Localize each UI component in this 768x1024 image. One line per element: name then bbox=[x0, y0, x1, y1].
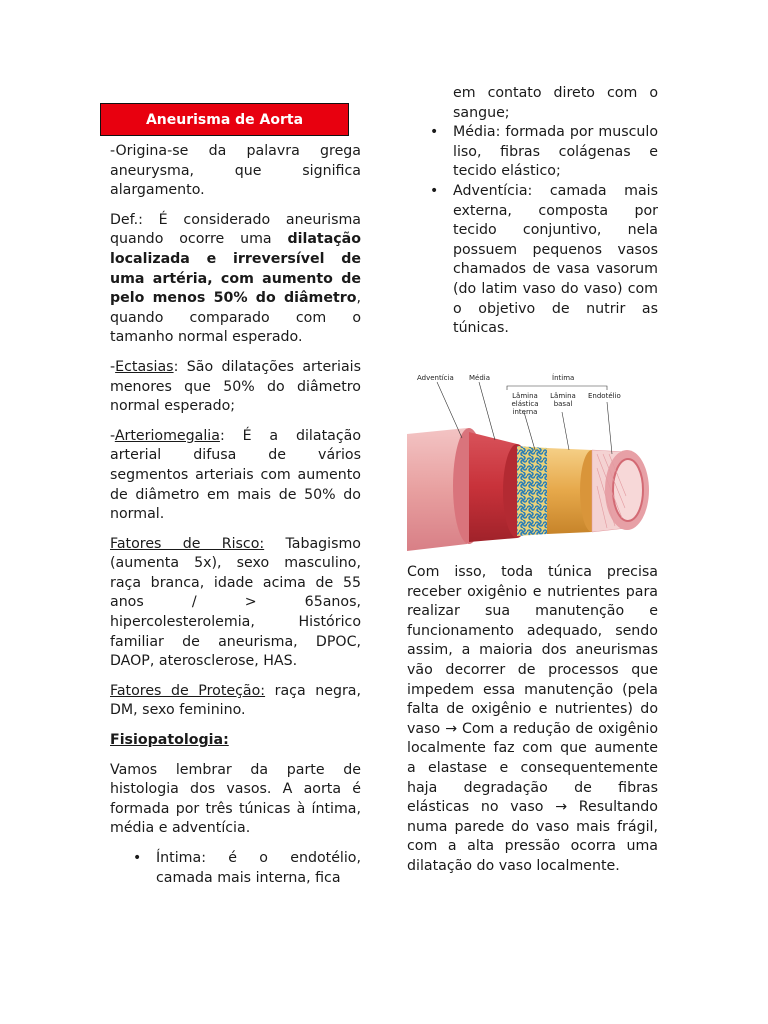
ectasias-text: : São dilatações arteriais menores que 50% do diâmetro normal esperado; bbox=[110, 358, 361, 415]
ectasias-term: Ectasias bbox=[115, 358, 174, 375]
left-column bbox=[110, 142, 361, 888]
definition-suffix: , quando comparado com o tamanho normal esperado. bbox=[110, 290, 361, 346]
protection-factors-paragraph bbox=[110, 682, 361, 721]
ectasias-paragraph bbox=[110, 358, 361, 417]
risk-factors-paragraph bbox=[110, 535, 361, 672]
risk-factors-term: Fatores de Risco: bbox=[110, 535, 265, 552]
conclusion-paragraph: Com isso, toda túnica precisa receber oxigênio e nutrientes para realizar sua manutenção e funcionamento adequado, sendo assim, a maioria dos aneurismas vão decorrer de processos que impedem essa manutenção (pela falta de oxigênio e nutrientes) do vaso → Com a redução de oxigênio localmente faz com que aumente a elastase e consequentemente haja degradação de fibras elásticas no vaso → Resultando numa parede do vaso mais frágil, com a alta pressão ocorra uma dilatação do vaso localmente. bbox=[407, 564, 658, 874]
arteriomegalia-dash: - bbox=[110, 427, 115, 444]
protection-factors-text: raça negra, DM, sexo feminino. bbox=[110, 682, 361, 719]
label-endotelio: Endotélio bbox=[588, 392, 621, 400]
fisiopatologia-heading-text: Fisiopatologia: bbox=[110, 732, 229, 749]
arteriomegalia-paragraph bbox=[110, 427, 361, 525]
label-intima: Íntima bbox=[552, 374, 575, 382]
tunics-list-right bbox=[407, 84, 658, 339]
list-item-intima: • Íntima: é o endotélio, camada mais interna, fica bbox=[156, 849, 361, 888]
right-column-lower bbox=[407, 563, 658, 887]
tunics-list-left bbox=[110, 849, 361, 888]
definition-paragraph bbox=[110, 211, 361, 348]
label-adventicia: Adventícia bbox=[417, 374, 454, 382]
title-banner bbox=[100, 103, 349, 136]
risk-factors-text: Tabagismo (aumenta 5x), sexo masculino, raça branca, idade acima de 55 anos / > 65anos, hipercolesterolemia, Histórico familiar de aneurisma, DPOC, DAOP, aterosclerose, HAS. bbox=[110, 535, 361, 670]
list-item-intima-continuation: em contato direto com o sangue; bbox=[453, 85, 658, 121]
arteriomegalia-text: : É a dilatação arterial difusa de vários segmentos arteriais com aumento de diâmetro em mais de 50% do normal. bbox=[110, 427, 361, 523]
label-media: Média bbox=[469, 374, 491, 382]
list-item-adventicia: • Adventícia: camada mais externa, composta por tecido conjuntivo, nela possuem pequenos vasos chamados de vasa vasorum (do latim vaso do vaso) com o objetivo de nutrir as túnicas. bbox=[453, 182, 658, 339]
page-title: Aneurisma de Aorta bbox=[145, 111, 304, 128]
artery-layers-figure bbox=[407, 368, 658, 551]
arteriomegalia-term: Arteriomegalia bbox=[114, 427, 220, 444]
definition-bold: dilatação localizada e irreversível de uma artéria, com aumento de pelo menos 50% do diâmetro bbox=[110, 231, 361, 307]
definition-prefix: Def.: É considerado aneurisma quando ocorre uma bbox=[110, 211, 361, 248]
fisiopatologia-heading bbox=[110, 731, 361, 751]
histology-paragraph: Vamos lembrar da parte de histologia dos vasos. A aorta é formada por três túnicas à íntima, média e adventícia. bbox=[110, 761, 361, 837]
ectasias-dash: - bbox=[110, 358, 116, 375]
protection-factors-term: Fatores de Proteção: bbox=[110, 682, 266, 699]
origin-paragraph: -Origina-se da palavra grega aneurysma, que significa alargamento. bbox=[110, 143, 361, 199]
label-lamina-elastica: Lâmina elástica interna bbox=[511, 392, 539, 416]
right-column bbox=[407, 84, 658, 339]
label-lamina-basal: Lâmina basal bbox=[550, 392, 576, 408]
list-item-media: • Média: formada por musculo liso, fibras colágenas e tecido elástico; bbox=[453, 123, 658, 182]
